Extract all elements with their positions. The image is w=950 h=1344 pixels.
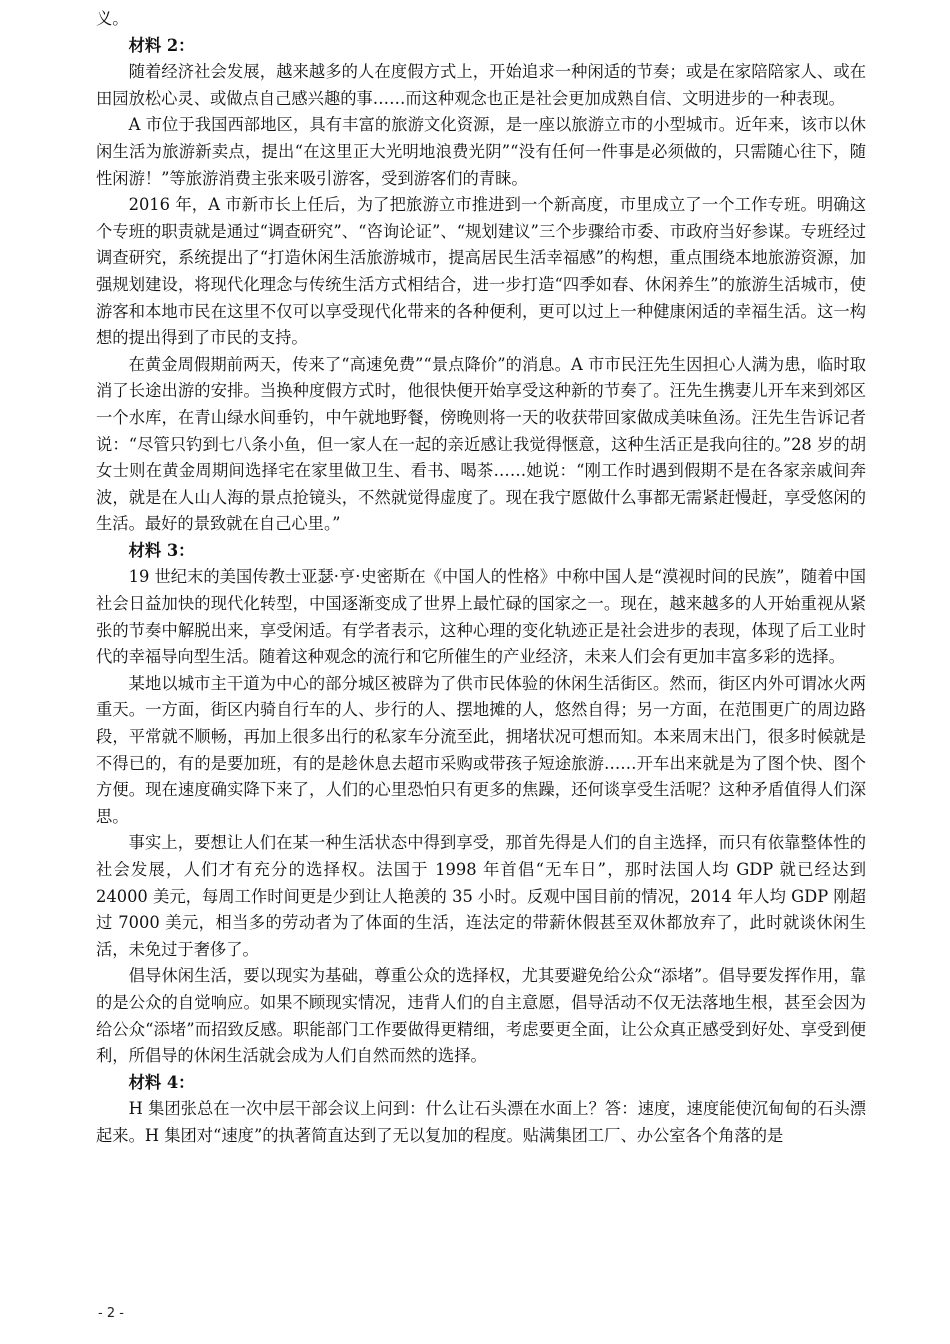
document-body	[96, 6, 866, 1150]
paragraph: 某地以城市主干道为中心的部分城区被辟为了供市民体验的休闲生活街区。然而，街区内外可谓冰火两重天。一方面，街区内骑自行车的人、步行的人、摆地摊的人，悠然自得；另一方面，在范围更广的周边路段，平常就不顺畅，再加上很多出行的私家车分流至此，拥堵状况可想而知。本来周末出门，很多时候就是不得已的，有的是要加班，有的是趁休息去超市采购或带孩子短途旅游……开车出来就是为了图个快、图个方便。现在速度确实降下来了，人们的心里恐怕只有更多的焦躁，还何谈享受生活呢？这种矛盾值得人们深思。	[96, 673, 866, 826]
paragraph: 在黄金周假期前两天，传来了“高速免费”“景点降价”的消息。A 市市民汪先生因担心人满为患，临时取消了长途出游的安排。当换种度假方式时，他很快便开始享受这种新的节奏了。汪先生携妻儿开车来到郊区一个水库，在青山绿水间垂钓，中午就地野餐，傍晚则将一天的收获带回家做成美味鱼汤。汪先生告诉记者说：“尽管只钓到七八条小鱼，但一家人在一起的亲近感让我觉得惬意，这种生活正是我向往的。”28 岁的胡女士则在黄金周期间选择宅在家里做卫生、看书、喝茶……她说：“刚工作时遇到假期不是在各家亲戚间奔波，就是在人山人海的景点抢镜头，不然就觉得虚度了。现在我宁愿做什么事都无需紧赶慢赶，享受悠闲的生活。最好的景致就在自己心里。”	[96, 354, 866, 534]
paragraph: H 集团张总在一次中层干部会议上问到：什么让石头漂在水面上？答：速度，速度能使沉甸甸的石头漂起来。H 集团对“速度”的执著简直达到了无以复加的程度。贴满集团工厂、办公室各个角落的是	[96, 1099, 866, 1145]
section-heading-material-2: 材料 2：	[128, 35, 195, 55]
paragraph: A 市位于我国西部地区，具有丰富的旅游文化资源，是一座以旅游立市的小型城市。近年来，该市以休闲生活为旅游新卖点，提出“在这里正大光明地浪费光阴”“没有任何一件事是必须做的，只需随心往下，随性闲游！”等旅游消费主张来吸引游客，受到游客们的青睐。	[96, 115, 866, 188]
paragraph: 倡导休闲生活，要以现实为基础，尊重公众的选择权，尤其要避免给公众“添堵”。倡导要发挥作用，靠的是公众的自觉响应。如果不顾现实情况，违背人们的自主意愿，倡导活动不仅无法落地生根，甚至会因为给公众“添堵”而招致反感。职能部门工作要做得更精细，考虑要更全面，让公众真正感受到好处、享受到便利，所倡导的休闲生活就会成为人们自然而然的选择。	[96, 966, 866, 1066]
section-heading-material-4: 材料 4：	[128, 1072, 195, 1092]
paragraph: 19 世纪末的美国传教士亚瑟·亨·史密斯在《中国人的性格》中称中国人是“漠视时间的民族”，随着中国社会日益加快的现代化转型，中国逐渐变成了世界上最忙碌的国家之一。现在，越来越多的人开始重视从紧张的节奏中解脱出来，享受闲适。有学者表示，这种心理的变化轨迹正是社会进步的表现，体现了后工业时代的幸福导向型生活。随着这种观念的流行和它所催生的产业经济，未来人们会有更加丰富多彩的选择。	[96, 567, 866, 667]
continuation-text: 义。	[96, 9, 129, 28]
paragraph: 事实上，要想让人们在某一种生活状态中得到享受，那首先得是人们的自主选择，而只有依靠整体性的社会发展，人们才有充分的选择权。法国于 1998 年首倡“无车日”，那时法国人均 GDP 就已经达到 24000 美元，每周工作时间更是少到让人艳羡的 35 小时。反观中国目前的情况，2014 年人均 GDP 刚超过 7000 美元，相当多的劳动者为了体面的生活，连法定的带薪休假甚至双休都放弃了，此时就谈休闲生活，未免过于奢侈了。	[96, 833, 866, 959]
paragraph: 2016 年，A 市新市长上任后，为了把旅游立市推进到一个新高度，市里成立了一个工作专班。明确这个专班的职责就是通过“调查研究”、“咨询论证”、“规划建议”三个步骤给市委、市政府当好参谋。专班经过调查研究，系统提出了“打造休闲生活旅游城市，提高居民生活幸福感”的构想，重点围绕本地旅游资源，加强规划建设，将现代化理念与传统生活方式相结合，进一步打造“四季如春、休闲养生”的旅游生活城市，使游客和本地市民在这里不仅可以享受现代化带来的各种便利，更可以过上一种健康闲适的幸福生活。这一构想的提出得到了市民的支持。	[96, 195, 866, 348]
section-heading-material-3: 材料 3：	[128, 540, 195, 560]
paragraph: 随着经济社会发展，越来越多的人在度假方式上，开始追求一种闲适的节奏；或是在家陪陪家人、或在田园放松心灵、或做点自己感兴趣的事……而这种观念也正是社会更加成熟自信、文明进步的一种表现。	[96, 62, 866, 108]
page-number: - 2 -	[98, 1306, 124, 1321]
